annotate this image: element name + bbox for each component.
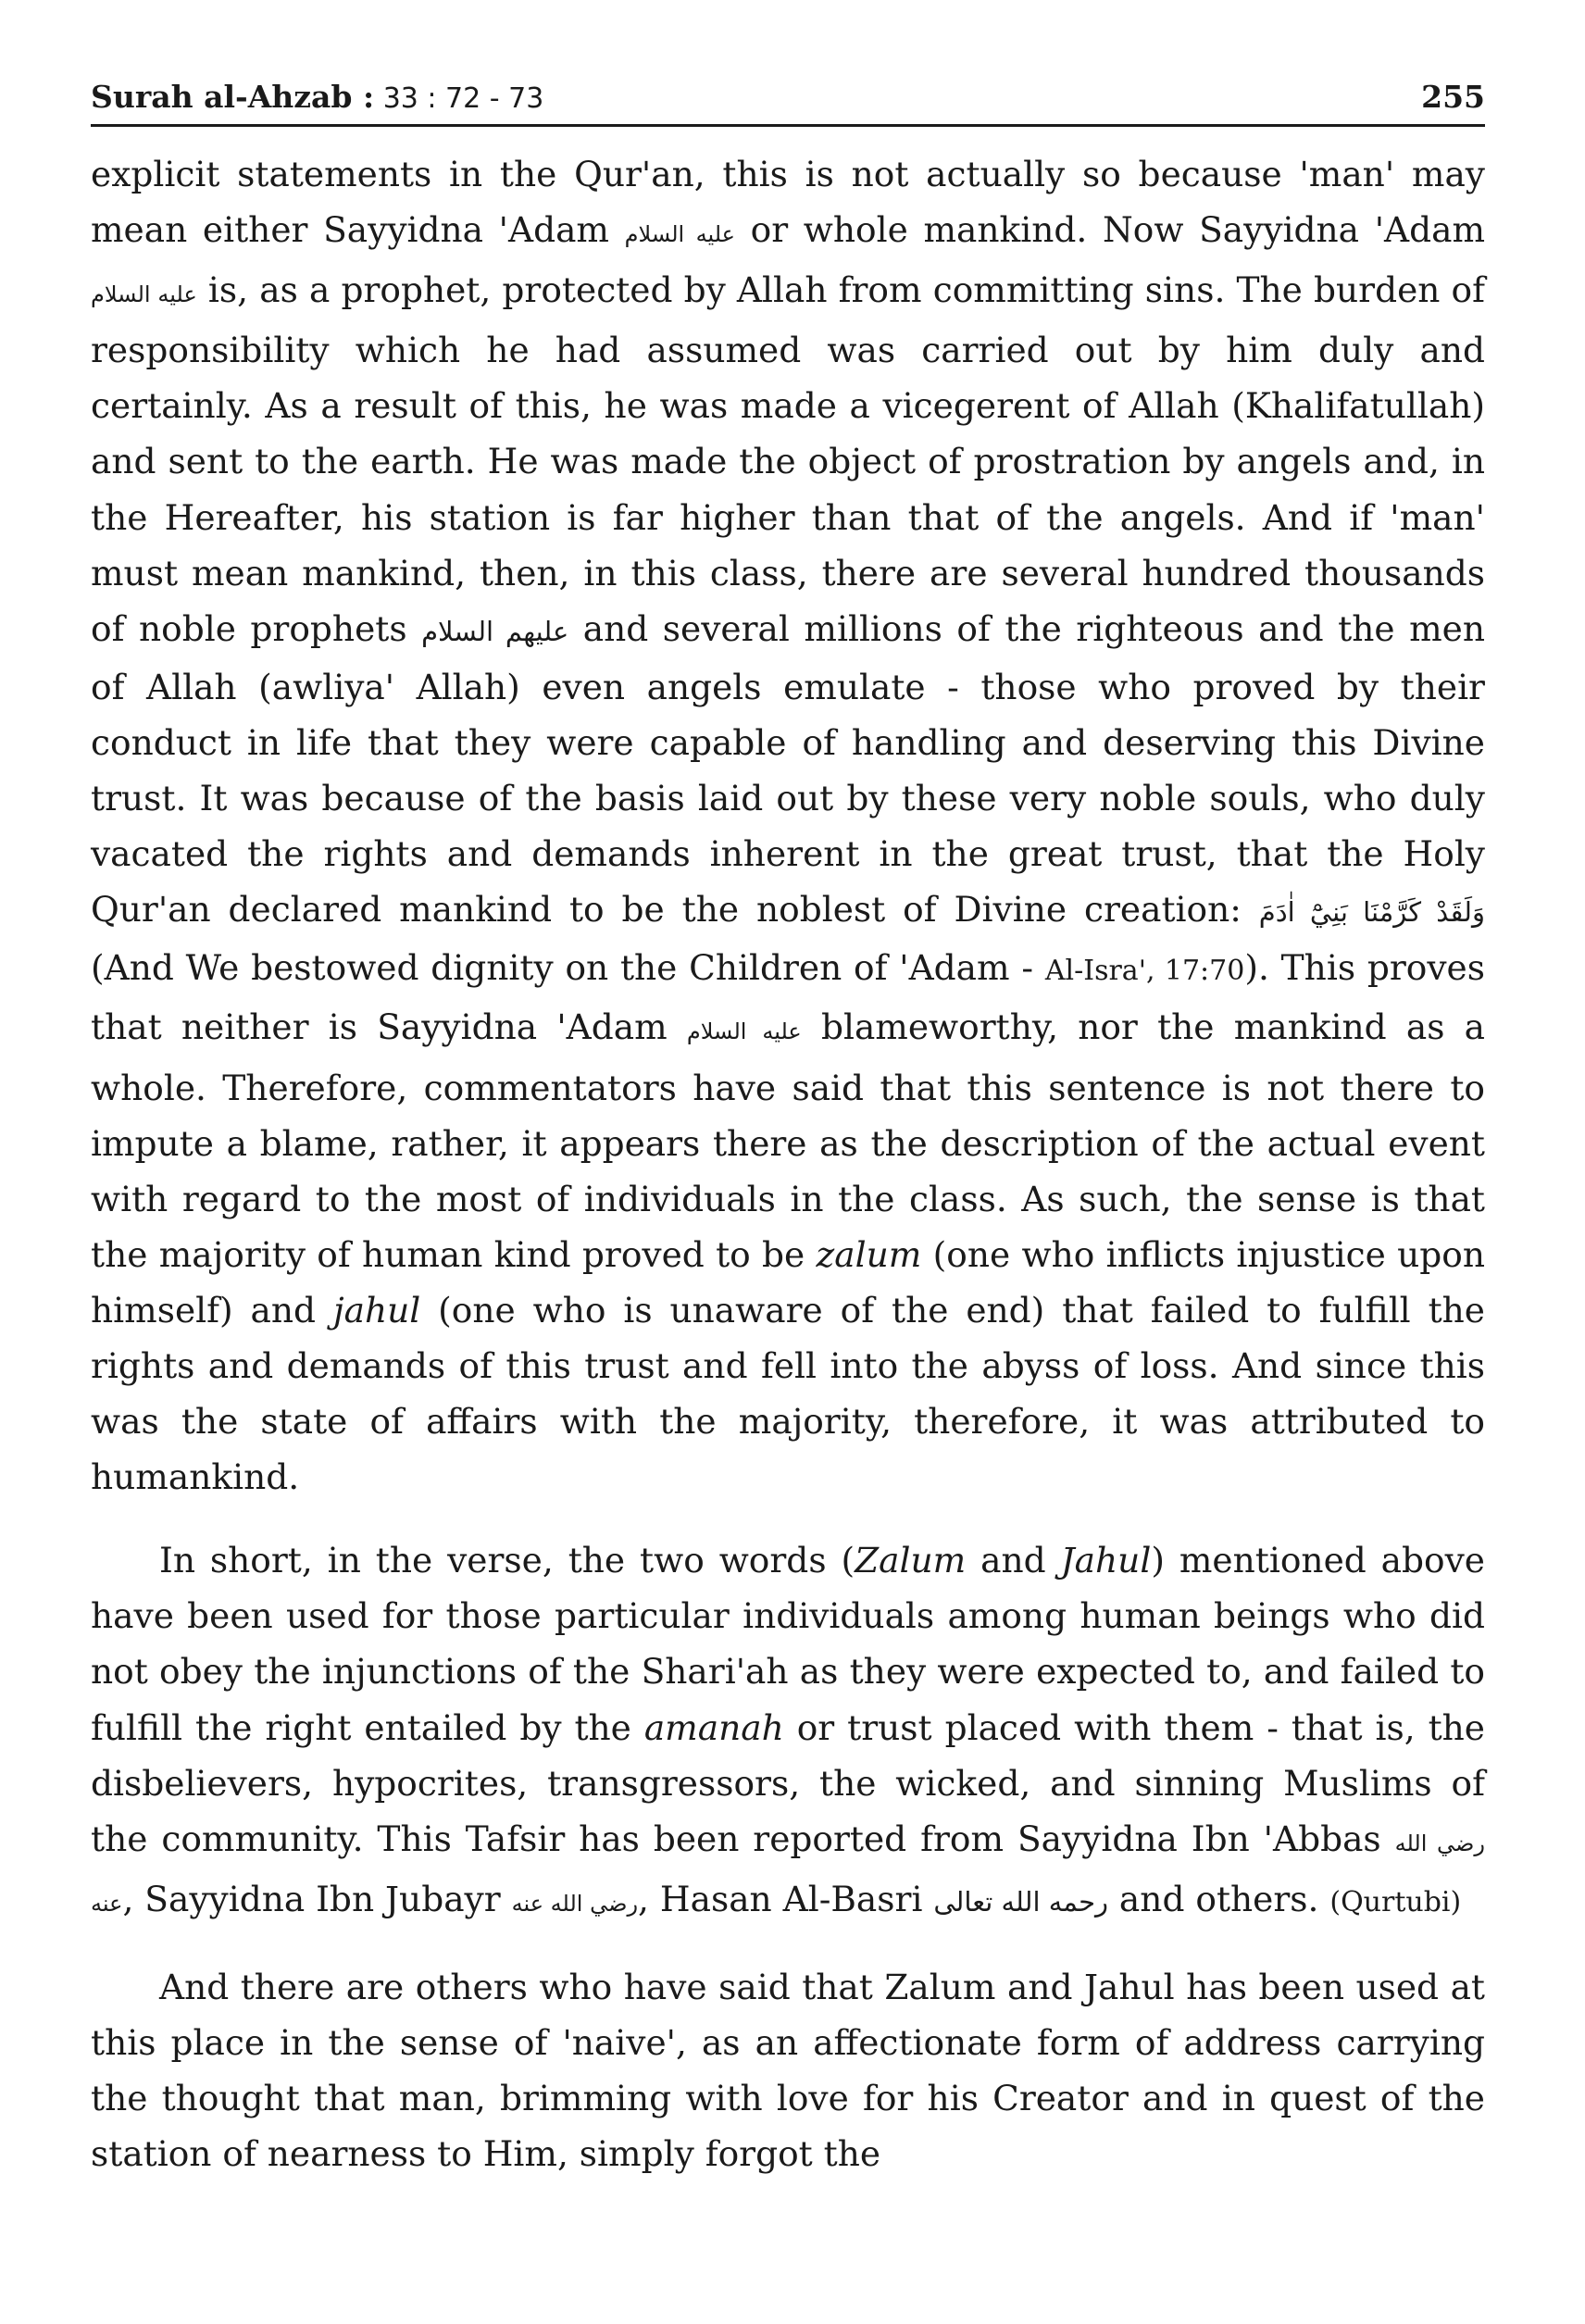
text-run: (one who inflicts injustice upon himself) and xyxy=(91,1233,1485,1331)
text-run: blameworthy, nor the mankind as a whole. Therefore, commentators have said that this sentence is not there to impute a blame, rather, it appears there as the description of the actual event with regard to the most of individuals in the class. As such, the sense is that the majority of human kind proved to be xyxy=(91,1006,1486,1275)
running-header xyxy=(91,59,1485,115)
text-run: In short, in the verse, the two words ( xyxy=(159,1540,855,1581)
citation: Al-Isra', 17:70 xyxy=(1044,955,1245,988)
text-run: And there are others who have said that Zalum and Jahul has been used at this place in the sense of 'naive', as an affectionate form of address carrying the thought that man, brimming with love for his Creator and in quest of the station of nearness to Him, simply forgot the xyxy=(91,1966,1485,2175)
verse-reference: 33 : 72 - 73 xyxy=(374,82,544,115)
text-run: or trust placed with them - that is, the disbelievers, hypocrites, transgressors, the wicked, and sinning Muslims of the community. This Tafsir has been reported from Sayyidna Ibn 'Abbas xyxy=(91,1706,1485,1859)
honorific-glyph: رضي الله عنه xyxy=(91,1830,1485,1917)
text-run: ). This proves that neither is Sayyidna 'Adam xyxy=(91,947,1485,1048)
text-run: and several millions of the righteous and the men of Allah (awliya' Allah) even angels emulate - those who proved by their conduct in life that they were capable of handling and deserving this Divine trust. It was because of the basis laid out by these very noble souls, who duly vacated the rights and demands inherent in the great trust, that the Holy Qur'an declared mankind to be the noblest of Divine creation: xyxy=(91,607,1485,931)
paragraph-1 xyxy=(91,146,1485,1505)
page-body xyxy=(91,146,1485,2181)
arabic-phrase: عليهم السلام xyxy=(421,615,569,647)
text-run: (one who is unaware of the end) that failed to fulfill the rights and demands of this trust and fell into the abyss of loss. And since this was the state of affairs with the majority, therefore, it was attributed to humankind. xyxy=(91,1289,1485,1498)
arabic-phrase: رحمه الله تعالى xyxy=(933,1885,1109,1918)
text-run: and xyxy=(966,1540,1061,1581)
arabic-verse: وَلَقَدْ كَرَّمْنَا بَنِيْٓ اٰدَمَ xyxy=(1258,896,1485,929)
citation: (Qurtubi) xyxy=(1329,1885,1462,1918)
italic-term: amanah xyxy=(643,1706,784,1748)
honorific-glyph: عليه السلام xyxy=(624,221,735,248)
paragraph-2 xyxy=(91,1532,1485,1931)
text-run: explicit statements in the Qur'an, this is not actually so because 'man' may mean either Sayyidna 'Adam xyxy=(91,154,1485,251)
text-run: , Sayyidna Ibn Jubayr xyxy=(122,1878,512,1919)
surah-name: Surah al-Ahzab : xyxy=(91,79,375,115)
text-run: is, as a prophet, protected by Allah from committing sins. The burden of responsibility which he had assumed was carried out by him duly and certainly. As a result of this, he was made a vicegerent of Allah (Khalifatullah) and sent to the earth. He was made the object of prostration by angels and, in the Hereafter, his station is far higher than that of the angels. And if 'man' must mean mankind, then, in this class, there are several hundred thousands of noble prophets xyxy=(91,269,1486,649)
italic-term: Zalum xyxy=(855,1540,967,1581)
honorific-glyph: رضي الله عنه xyxy=(511,1890,639,1917)
honorific-glyph: عليه السلام xyxy=(686,1018,802,1045)
header-rule xyxy=(91,124,1485,127)
paragraph-3 xyxy=(91,1959,1485,2181)
text-run: , Hasan Al-Basri xyxy=(638,1878,934,1919)
honorific-glyph: عليه السلام xyxy=(91,281,197,308)
text-run: and others. xyxy=(1108,1878,1330,1919)
italic-term: jahul xyxy=(332,1289,421,1331)
text-run: ) mentioned above have been used for those particular individuals among human beings who did not obey the injunctions of the Shari'ah as they were expected to, and failed to fulfill the right entailed by the xyxy=(91,1540,1486,1748)
text-run: (And We bestowed dignity on the Children of 'Adam - xyxy=(91,947,1045,989)
surah-title xyxy=(91,79,543,115)
italic-term: Jahul xyxy=(1060,1540,1152,1581)
text-run: or whole mankind. Now Sayyidna 'Adam xyxy=(734,209,1486,251)
italic-term: zalum xyxy=(816,1233,922,1275)
page-number: 255 xyxy=(1421,79,1485,115)
